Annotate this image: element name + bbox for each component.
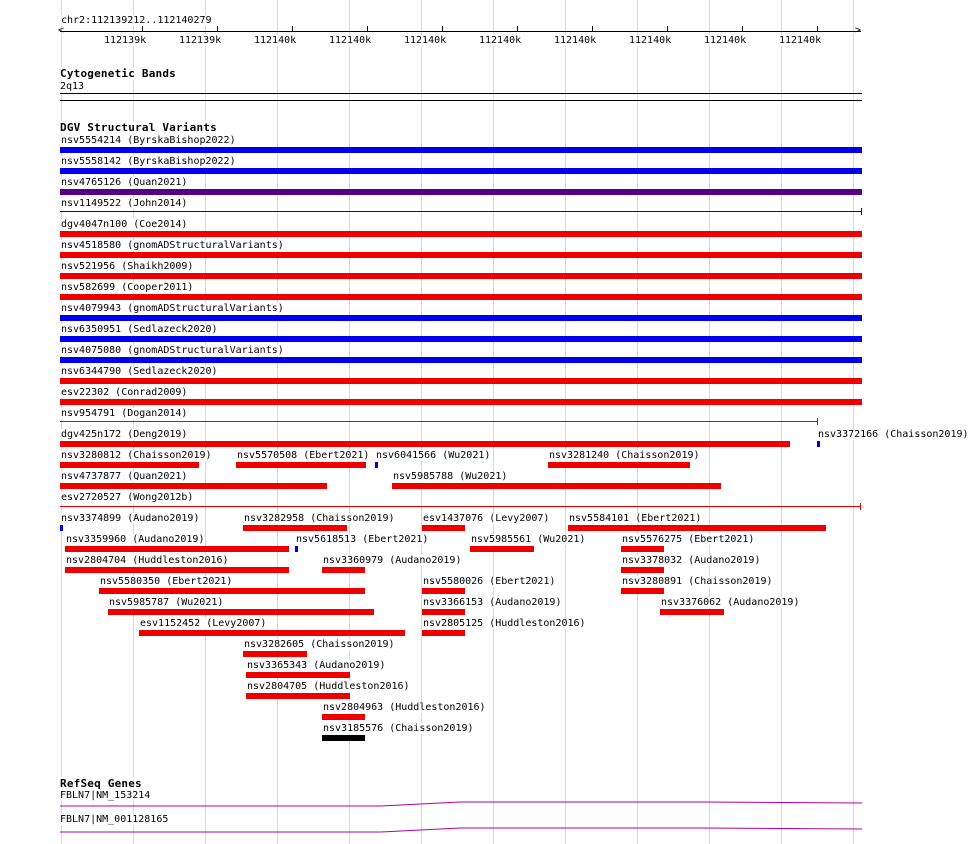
ruler-right-arrow: >	[855, 25, 862, 36]
ruler-line	[60, 31, 861, 32]
sv-feature-bar[interactable]	[99, 588, 365, 594]
sv-feature-bar[interactable]	[236, 462, 366, 468]
ruler-tick	[817, 26, 818, 32]
sv-feature-bar[interactable]	[243, 525, 347, 531]
ruler-tick	[142, 26, 143, 32]
sv-feature-label[interactable]: nsv3282958 (Chaisson2019)	[244, 513, 395, 524]
sv-feature-bar[interactable]	[60, 189, 862, 195]
ruler-tick-label: 112140k	[254, 35, 297, 46]
sv-feature-label[interactable]: nsv3280891 (Chaisson2019)	[622, 576, 773, 587]
sv-feature-endcap	[861, 208, 862, 215]
sv-feature-bar[interactable]	[322, 714, 365, 720]
ruler-tick-label: 112139k	[104, 35, 147, 46]
sv-feature-label[interactable]: nsv5985788 (Wu2021)	[393, 471, 508, 482]
sv-feature-label[interactable]: nsv3374899 (Audano2019)	[61, 513, 200, 524]
ruler-tick-label: 112140k	[704, 35, 747, 46]
sv-feature-bar[interactable]	[246, 672, 350, 678]
ruler-tick-label: 112140k	[779, 35, 822, 46]
sv-feature-label[interactable]: esv1437076 (Levy2007)	[423, 513, 550, 524]
ruler-tick	[517, 26, 518, 32]
sv-feature-bar[interactable]	[246, 693, 350, 699]
sv-feature-label[interactable]: dgv425n172 (Deng2019)	[61, 429, 188, 440]
sv-feature-bar[interactable]	[422, 609, 465, 615]
sv-feature-bar[interactable]	[392, 483, 721, 489]
ruler-tick-label: 112140k	[629, 35, 672, 46]
sv-feature-bar[interactable]	[60, 421, 818, 422]
sv-feature-label[interactable]: nsv6041566 (Wu2021)	[376, 450, 491, 461]
sv-feature-bar[interactable]	[65, 546, 289, 552]
sv-feature-label[interactable]: nsv2804963 (Huddleston2016)	[323, 702, 486, 713]
sv-feature-label[interactable]: nsv5985561 (Wu2021)	[471, 534, 586, 545]
gene-label[interactable]: FBLN7|NM_153214	[60, 790, 151, 801]
gene-model[interactable]	[60, 800, 862, 808]
cytoband-line-bottom	[60, 100, 862, 101]
sv-feature-bar[interactable]	[60, 147, 862, 153]
ruler-tick-label: 112140k	[329, 35, 372, 46]
sv-feature-label[interactable]: nsv5580350 (Ebert2021)	[100, 576, 233, 587]
sv-feature-label[interactable]: nsv5580026 (Ebert2021)	[423, 576, 556, 587]
refseq-track-title: RefSeq Genes	[60, 777, 142, 790]
sv-feature-label[interactable]: nsv5584101 (Ebert2021)	[569, 513, 702, 524]
sv-feature-label[interactable]: nsv3185576 (Chaisson2019)	[323, 723, 474, 734]
sv-feature-bar[interactable]	[621, 588, 664, 594]
sv-feature-bar[interactable]	[65, 567, 289, 573]
sv-feature-bar[interactable]	[60, 273, 862, 279]
dgv-track-title: DGV Structural Variants	[60, 121, 217, 134]
sv-feature-endcap	[817, 418, 818, 425]
gene-model[interactable]	[60, 826, 862, 834]
sv-feature-label[interactable]: nsv1149522 (John2014)	[61, 198, 188, 209]
sv-feature-bar[interactable]	[295, 546, 298, 552]
sv-feature-bar[interactable]	[375, 462, 378, 468]
sv-feature-bar[interactable]	[621, 567, 664, 573]
sv-feature-bar[interactable]	[60, 357, 862, 363]
sv-feature-bar[interactable]	[60, 441, 790, 447]
ruler-tick-label: 112140k	[554, 35, 597, 46]
sv-feature-bar[interactable]	[60, 211, 862, 212]
sv-feature-bar[interactable]	[60, 168, 862, 174]
sv-feature-bar[interactable]	[322, 567, 365, 573]
sv-feature-label[interactable]: nsv3366153 (Audano2019)	[423, 597, 562, 608]
sv-feature-label[interactable]: nsv4518580 (gnomADStructuralVariants)	[61, 240, 284, 251]
sv-feature-bar[interactable]	[108, 609, 374, 615]
sv-feature-label[interactable]: nsv3282605 (Chaisson2019)	[244, 639, 395, 650]
sv-feature-label[interactable]: nsv4737877 (Quan2021)	[61, 471, 188, 482]
ruler-left-arrow: <	[58, 25, 65, 36]
sv-feature-bar[interactable]	[60, 506, 861, 507]
sv-feature-bar[interactable]	[60, 483, 327, 489]
sv-feature-label[interactable]: nsv3280812 (Chaisson2019)	[61, 450, 212, 461]
sv-feature-bar[interactable]	[60, 378, 862, 384]
sv-feature-bar[interactable]	[660, 609, 724, 615]
ruler-tick	[592, 26, 593, 32]
sv-feature-label[interactable]: nsv3365343 (Audano2019)	[247, 660, 386, 671]
sv-feature-label[interactable]: nsv3360979 (Audano2019)	[323, 555, 462, 566]
sv-feature-label[interactable]: nsv6350951 (Sedlazeck2020)	[61, 324, 218, 335]
sv-feature-label[interactable]: dgv4047n100 (Coe2014)	[61, 219, 188, 230]
sv-feature-bar[interactable]	[60, 525, 63, 531]
sv-feature-label[interactable]: nsv582699 (Cooper2011)	[61, 282, 194, 293]
sv-feature-bar[interactable]	[322, 735, 365, 741]
sv-feature-label[interactable]: nsv954791 (Dogan2014)	[61, 408, 188, 419]
sv-feature-bar[interactable]	[568, 525, 826, 531]
sv-feature-label[interactable]: nsv5554214 (ByrskaBishop2022)	[61, 135, 236, 146]
sv-feature-bar[interactable]	[422, 525, 465, 531]
sv-feature-label[interactable]: esv22302 (Conrad2009)	[61, 387, 188, 398]
sv-feature-bar[interactable]	[60, 252, 862, 258]
sv-feature-bar[interactable]	[548, 462, 690, 468]
ruler-tick	[667, 26, 668, 32]
sv-feature-label[interactable]: nsv2805125 (Huddleston2016)	[423, 618, 586, 629]
ruler-tick	[442, 26, 443, 32]
ruler-tick	[367, 26, 368, 32]
sv-feature-label[interactable]: nsv5576275 (Ebert2021)	[622, 534, 755, 545]
position-label: chr2:112139212..112140279	[61, 15, 212, 26]
ruler-tick	[742, 26, 743, 32]
sv-feature-bar[interactable]	[621, 546, 664, 552]
sv-feature-bar[interactable]	[139, 630, 405, 636]
sv-feature-bar[interactable]	[470, 546, 534, 552]
ruler-tick-label: 112140k	[479, 35, 522, 46]
gene-label[interactable]: FBLN7|NM_001128165	[60, 814, 169, 825]
ruler-tick	[217, 26, 218, 32]
ruler-tick	[292, 26, 293, 32]
sv-feature-bar[interactable]	[60, 462, 199, 468]
sv-feature-label[interactable]: nsv2804705 (Huddleston2016)	[247, 681, 410, 692]
sv-feature-label[interactable]: esv2720527 (Wong2012b)	[61, 492, 194, 503]
sv-feature-label[interactable]: nsv4075080 (gnomADStructuralVariants)	[61, 345, 284, 356]
sv-feature-bar[interactable]	[60, 336, 862, 342]
sv-feature-label[interactable]: nsv5985787 (Wu2021)	[109, 597, 224, 608]
sv-feature-label[interactable]: nsv6344790 (Sedlazeck2020)	[61, 366, 218, 377]
sv-feature-endcap	[860, 503, 861, 510]
sv-feature-bar[interactable]	[243, 651, 307, 657]
sv-feature-label[interactable]: nsv3376062 (Audano2019)	[661, 597, 800, 608]
sv-feature-label[interactable]: nsv5618513 (Ebert2021)	[296, 534, 429, 545]
sv-feature-label[interactable]: nsv3359960 (Audano2019)	[66, 534, 205, 545]
sv-feature-label[interactable]: nsv4765126 (Quan2021)	[61, 177, 188, 188]
sv-feature-label[interactable]: nsv5558142 (ByrskaBishop2022)	[61, 156, 236, 167]
sv-feature-bar[interactable]	[422, 588, 465, 594]
sv-feature-label[interactable]: nsv5570508 (Ebert2021)	[237, 450, 370, 461]
sv-feature-bar[interactable]	[60, 294, 862, 300]
sv-feature-bar[interactable]	[60, 231, 862, 237]
sv-feature-label[interactable]: nsv3378032 (Audano2019)	[622, 555, 761, 566]
ruler-tick-label: 112139k	[179, 35, 222, 46]
sv-feature-label[interactable]: nsv2804704 (Huddleston2016)	[66, 555, 229, 566]
sv-feature-label[interactable]: nsv3372166 (Chaisson2019)	[818, 429, 969, 440]
sv-feature-bar[interactable]	[817, 441, 820, 447]
sv-feature-bar[interactable]	[60, 315, 862, 321]
sv-feature-label[interactable]: esv1152452 (Levy2007)	[140, 618, 267, 629]
sv-feature-bar[interactable]	[422, 630, 465, 636]
sv-feature-label[interactable]: nsv4079943 (gnomADStructuralVariants)	[61, 303, 284, 314]
cytoband-label: 2q13	[60, 81, 85, 92]
sv-feature-label[interactable]: nsv3281240 (Chaisson2019)	[549, 450, 700, 461]
cytoband-track-title: Cytogenetic Bands	[60, 67, 176, 80]
cytoband-line-top	[60, 93, 862, 94]
ruler-tick-label: 112140k	[404, 35, 447, 46]
sv-feature-bar[interactable]	[60, 399, 862, 405]
sv-feature-label[interactable]: nsv521956 (Shaikh2009)	[61, 261, 194, 272]
